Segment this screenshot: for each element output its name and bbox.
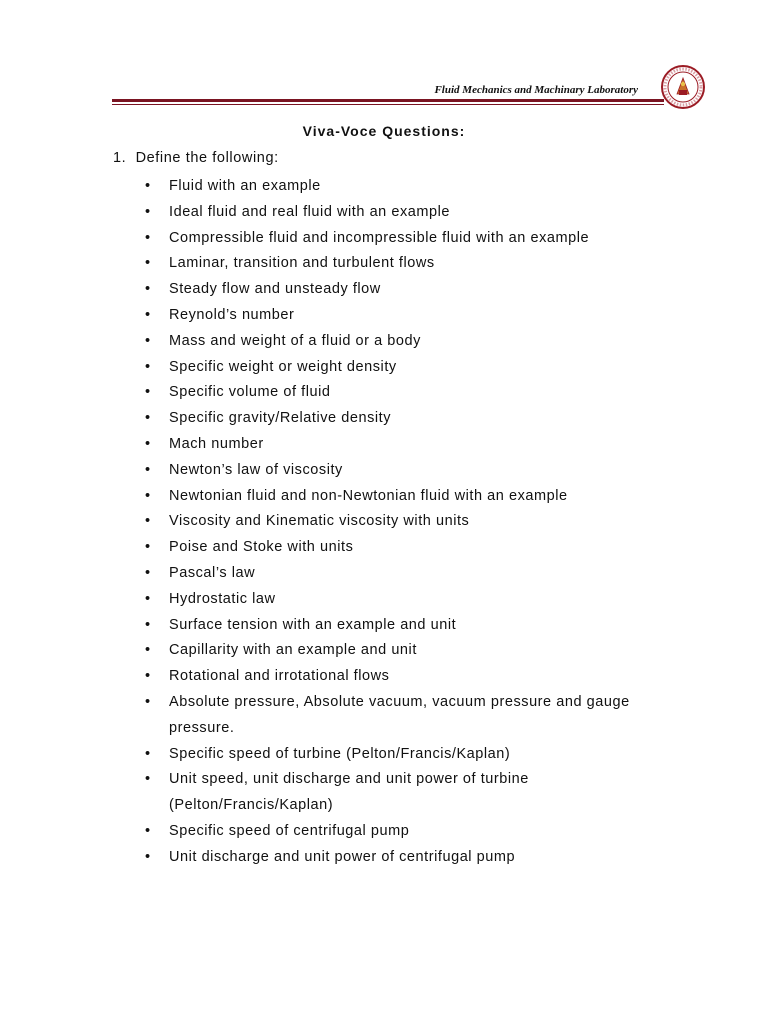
bullet-icon: •	[145, 358, 151, 375]
list-item	[145, 484, 705, 510]
list-item-text: Fluid with an example	[169, 178, 321, 194]
list-item-text: Laminar, transition and turbulent flows	[169, 255, 435, 272]
list-item	[145, 742, 705, 768]
question-text: Define the following:	[135, 150, 279, 166]
list-item-text: Specific speed of centrifugal pump	[169, 822, 410, 839]
list-item	[145, 638, 705, 664]
list-item	[145, 355, 705, 381]
list-item-text: Mass and weight of a fluid or a body	[169, 332, 421, 349]
page-header	[112, 62, 708, 112]
list-item	[145, 535, 705, 561]
list-item	[145, 432, 705, 458]
header-rule	[112, 99, 664, 102]
bullet-icon: •	[145, 668, 151, 685]
list-item	[145, 329, 705, 355]
bullet-icon: •	[145, 822, 151, 839]
list-item-text: Absolute pressure, Absolute vacuum, vacuum pressure and gauge	[169, 693, 630, 710]
bullet-icon: •	[145, 306, 151, 323]
bullet-icon: •	[145, 384, 151, 401]
list-item	[145, 561, 705, 587]
list-item-text: Surface tension with an example and unit	[169, 616, 457, 633]
list-item-text: Newtonian fluid and non-Newtonian fluid with an example	[169, 487, 568, 504]
header-title: Fluid Mechanics and Machinary Laboratory	[434, 84, 638, 96]
list-item	[145, 819, 705, 845]
list-item	[145, 690, 705, 742]
list-item	[145, 303, 705, 329]
list-item-text: Poise and Stoke with units	[169, 539, 354, 556]
bullet-icon: •	[145, 848, 151, 865]
list-item	[145, 767, 705, 819]
list-item-text: Viscosity and Kinematic viscosity with units	[169, 513, 470, 530]
bullet-icon: •	[145, 771, 151, 788]
list-item-text: Reynold’s number	[169, 306, 295, 323]
list-item	[145, 613, 705, 639]
page-title: Viva-Voce Questions:	[302, 123, 466, 139]
list-item-text: (Pelton/Francis/Kaplan)	[169, 797, 334, 814]
list-item-text: Specific speed of turbine (Pelton/Francis/Kaplan)	[169, 745, 511, 762]
list-item	[145, 226, 705, 252]
list-item-text: Rotational and irrotational flows	[169, 668, 390, 685]
bullet-icon: •	[145, 487, 151, 504]
list-item-text: Pascal’s law	[169, 564, 256, 581]
institution-seal-logo	[660, 64, 706, 110]
list-item	[145, 587, 705, 613]
list-item-text: Unit speed, unit discharge and unit power of turbine	[169, 771, 529, 788]
list-item	[145, 509, 705, 535]
bullet-icon: •	[145, 410, 151, 427]
list-item	[145, 845, 705, 871]
bullet-icon: •	[145, 590, 151, 607]
list-item-text: Specific gravity/Relative density	[169, 410, 392, 427]
list-item	[145, 277, 705, 303]
list-item	[145, 200, 705, 226]
list-item	[145, 174, 705, 200]
header-rule-thin	[112, 104, 664, 105]
list-item-text: Specific weight or weight density	[169, 358, 397, 375]
bullet-icon: •	[145, 255, 151, 272]
bullet-icon: •	[145, 332, 151, 349]
bullet-icon: •	[145, 229, 151, 246]
list-item-text: Newton’s law of viscosity	[169, 461, 343, 478]
bullet-icon: •	[145, 616, 151, 633]
bullet-icon: •	[145, 642, 151, 659]
bullet-icon: •	[145, 564, 151, 581]
bullet-icon: •	[145, 435, 151, 452]
list-item	[145, 458, 705, 484]
question-heading	[113, 150, 279, 166]
bullet-icon: •	[145, 461, 151, 478]
bullet-icon: •	[145, 693, 151, 710]
bullet-icon: •	[145, 539, 151, 556]
list-item-text: Hydrostatic law	[169, 590, 276, 607]
bullet-icon: •	[145, 745, 151, 762]
bullet-icon: •	[145, 203, 151, 220]
definition-list	[145, 174, 705, 871]
list-item	[145, 406, 705, 432]
question-number: 1.	[113, 150, 127, 166]
bullet-icon: •	[145, 178, 151, 194]
list-item-text: Capillarity with an example and unit	[169, 642, 417, 659]
list-item-text: pressure.	[169, 719, 235, 736]
list-item	[145, 664, 705, 690]
bullet-icon: •	[145, 281, 151, 298]
bullet-icon: •	[145, 513, 151, 530]
list-item	[145, 380, 705, 406]
list-item-text: Specific volume of fluid	[169, 384, 331, 401]
list-item-text: Mach number	[169, 435, 264, 452]
list-item-text: Ideal fluid and real fluid with an example	[169, 203, 451, 220]
list-item-text: Unit discharge and unit power of centrifugal pump	[169, 848, 516, 865]
list-item-text: Steady flow and unsteady flow	[169, 281, 381, 298]
list-item-text: Compressible fluid and incompressible fluid with an example	[169, 229, 590, 246]
list-item	[145, 251, 705, 277]
